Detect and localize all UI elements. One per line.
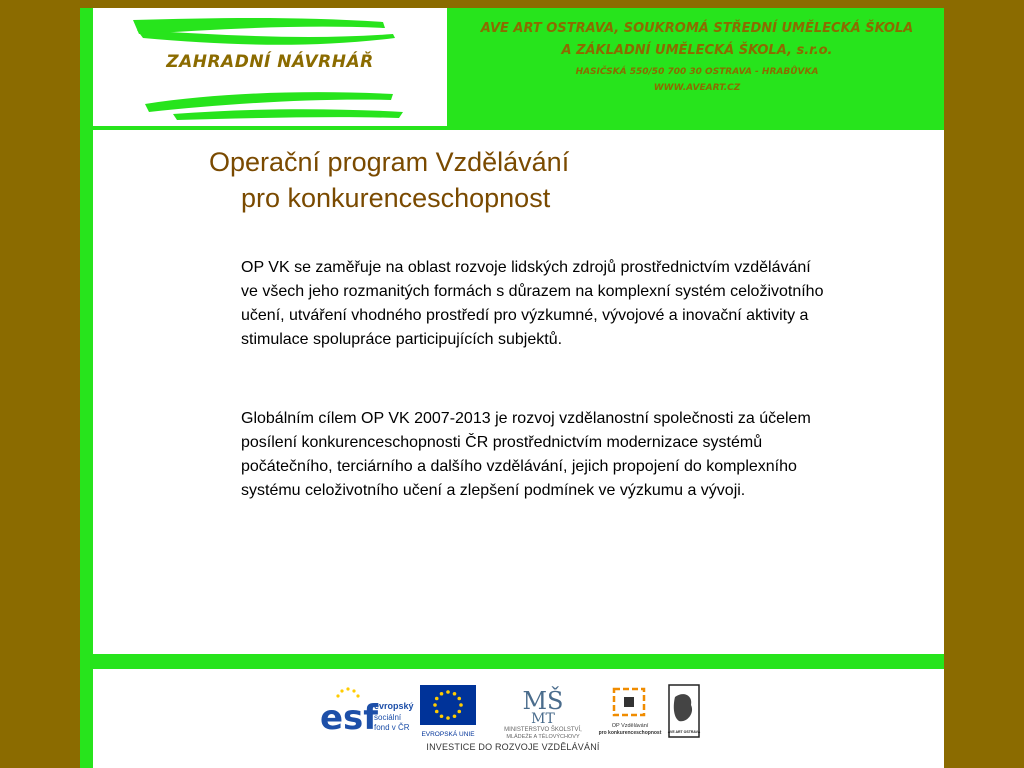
eu-logo [418, 683, 478, 741]
msmt-line1: MINISTERSTVO ŠKOLSTVÍ, [504, 727, 582, 733]
eu-star [440, 714, 444, 718]
eu-star [433, 703, 437, 707]
aveart-logo [665, 683, 705, 741]
svg-text:MŠ: MŠ [522, 687, 564, 715]
investment-note: INVESTICE DO ROZVOJE VZDĚLÁVÁNÍ [426, 742, 600, 752]
eu-flag-icon [418, 683, 478, 741]
brand-title: ZAHRADNÍ NÁVRHÁŘ [166, 52, 374, 72]
eu-star [446, 716, 450, 720]
eu-star [446, 690, 450, 694]
footer-logos [93, 669, 944, 768]
eu-star [459, 703, 463, 707]
content-panel [93, 130, 944, 654]
esf-line3: fond v ČR [374, 723, 410, 732]
eu-star [453, 714, 457, 718]
school-name-line2: A ZÁKLADNÍ UMĚLECKÁ ŠKOLA, s.r.o. [561, 43, 833, 58]
aveart-icon [665, 683, 705, 741]
aveart-logo-text: AVE ART OSTRAVA [667, 730, 701, 734]
opvk-logo [598, 683, 663, 741]
opvk-line1: OP Vzdělávání [611, 723, 649, 729]
eu-star [435, 697, 439, 701]
school-web[interactable]: WWW.AVEART.CZ [653, 83, 741, 93]
eu-star [457, 710, 461, 714]
msmt-line2: MLÁDEŽE A TĚLOVÝCHOVY [506, 734, 580, 740]
school-info [450, 18, 944, 96]
opvk-icon [598, 683, 663, 741]
page-title [209, 144, 569, 216]
title-line2: pro konkurenceschopnost [241, 183, 551, 213]
brand-panel [93, 8, 447, 126]
eu-star [440, 692, 444, 696]
page-frame [80, 8, 944, 768]
school-name-line1: AVE ART OSTRAVA, SOUKROMÁ STŘEDNÍ UMĚLECKÁ ŠKOLA [480, 21, 914, 36]
eu-star [457, 697, 461, 701]
eu-star [435, 710, 439, 714]
opvk-line2: pro konkurenceschopnost [598, 730, 662, 736]
eu-label: EVROPSKÁ UNIE [421, 731, 475, 738]
esf-logo-text: esf [320, 698, 379, 738]
esf-icon [318, 683, 418, 741]
esf-line2: sociální [374, 713, 402, 722]
msmt-icon [488, 683, 598, 741]
title-line1: Operační program Vzdělávání [209, 147, 570, 177]
svg-text:MT: MT [531, 711, 555, 727]
esf-logo [318, 683, 418, 741]
paragraph-op-vk-focus: OP VK se zaměřuje na oblast rozvoje lidských zdrojů prostřednictvím vzdělávání ve všech jeho rozmanitých formách s důrazem na komplexní systém celoživotního učení, utváření vhodného prostředí pro výzkumné, vývojové a inovační aktivity a stimulace spolupráce participujících subjektů. [241, 259, 824, 348]
paragraph-global-goal: Globálním cílem OP VK 2007-2013 je rozvoj vzdělanostní společnosti za účelem posílení konkurenceschopnosti ČR prostřednictvím modernizace systémů počátečního, terciárního a dalšího vzdělávání, jejich propojení do komplexního systému celoživotního učení a zlepšení podmínek ve výzkumu a vývoji. [241, 410, 811, 499]
esf-line1: evropský [374, 701, 414, 711]
school-address: HASIČSKÁ 550/50 700 30 OSTRAVA - HRABŮVKA [575, 67, 819, 77]
eu-star [453, 692, 457, 696]
msmt-logo [488, 683, 598, 741]
